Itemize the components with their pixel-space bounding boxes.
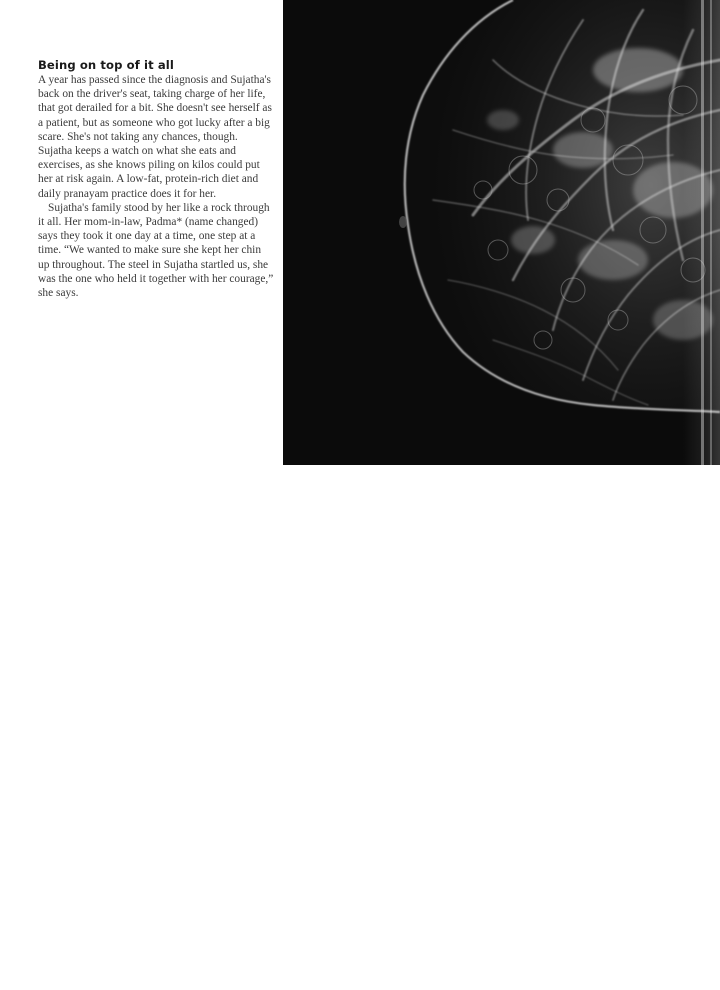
article-paragraph-2: Sujatha's family stood by her like a rock through it all. Her mom-in-law, Padma* (name changed) says they took it one day at a time, one step at a time. “We wanted to make sure she kept her chin up throughout. The steel in Sujatha startled us, she was the one who held it together with her courage,” she says. [38,201,274,300]
article-paragraph-1: A year has passed since the diagnosis and Sujatha's back on the driver's seat, taking charge of her life, that got derailed for a bit. She doesn't see herself as a patient, but as someone who got lucky after a big scare. She's not taking any chances, though. Sujatha keeps a watch on what she eats and exercises, as she knows piling on kilos could put her at risk again. A low-fat, protein-rich diet and daily pranayam practice does it for her. [38,74,272,200]
section-heading: Being on top of it all [38,58,174,72]
mammogram-xray-graphic [283,0,720,465]
mammogram-image [283,0,720,465]
article-text-column [38,58,274,300]
